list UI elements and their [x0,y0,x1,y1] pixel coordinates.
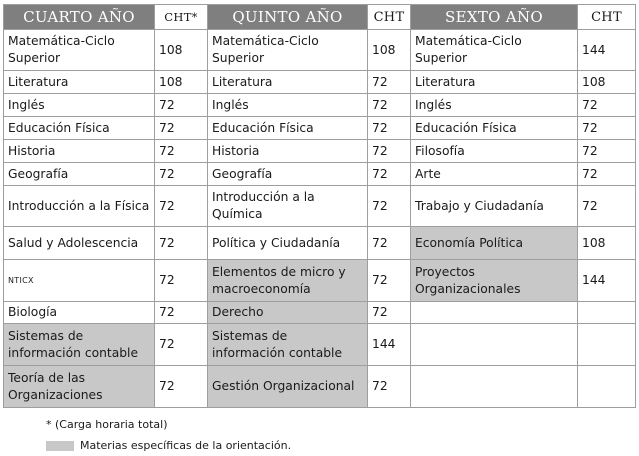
table-row [4,227,636,260]
cht-footnote [46,414,291,435]
table-row [4,366,636,408]
subject-cuarto: Introducción a la Física [4,186,155,227]
subject-sexto-orientation: Proyectos Organizacionales [411,260,578,302]
hours-cuarto: 72 [155,94,208,117]
hours-cuarto: 72 [155,302,208,324]
header-row [4,5,636,30]
curriculum-table-wrapper [3,4,636,408]
hours-sexto: 72 [578,186,636,227]
hours-sexto: 72 [578,117,636,140]
subject-cuarto: Geografía [4,163,155,186]
subject-quinto-orientation: Elementos de micro y macroeconomía [208,260,368,302]
subject-cuarto-orientation: Teoría de las Organizaciones [4,366,155,408]
hours-quinto: 108 [368,30,411,71]
hours-cuarto: 108 [155,71,208,94]
subject-cuarto: Literatura [4,71,155,94]
subject-sexto: Educación Física [411,117,578,140]
orientation-legend [46,435,291,456]
subject-quinto-orientation: Gestión Organizacional [208,366,368,408]
hours-sexto: 144 [578,260,636,302]
header-quinto-ano: QUINTO AÑO [208,5,368,30]
subject-cuarto-orientation: Sistemas de información contable [4,324,155,366]
table-row [4,30,636,71]
table-row [4,302,636,324]
hours-cuarto: 72 [155,140,208,163]
hours-cuarto: 72 [155,366,208,408]
hours-sexto: 108 [578,227,636,260]
table-row [4,117,636,140]
subject-sexto: Inglés [411,94,578,117]
hours-cuarto: 108 [155,30,208,71]
subject-quinto: Política y Ciudadanía [208,227,368,260]
header-cuarto-ano: CUARTO AÑO [4,5,155,30]
hours-quinto: 72 [368,94,411,117]
hours-quinto: 72 [368,302,411,324]
hours-sexto-empty [578,324,636,366]
subject-sexto: Literatura [411,71,578,94]
hours-cuarto: 72 [155,186,208,227]
hours-sexto: 144 [578,30,636,71]
subject-sexto: Matemática-Ciclo Superior [411,30,578,71]
header-cuarto-cht: CHT* [155,5,208,30]
subject-quinto: Introducción a la Química [208,186,368,227]
table-row [4,260,636,302]
hours-cuarto: 72 [155,324,208,366]
table-row [4,163,636,186]
hours-quinto: 72 [368,117,411,140]
subject-sexto: Filosofía [411,140,578,163]
subject-cuarto: Biología [4,302,155,324]
hours-quinto: 144 [368,324,411,366]
header-quinto-cht: CHT [368,5,411,30]
orientation-legend-text: Materias específicas de la orientación. [80,439,292,452]
subject-cuarto: Salud y Adolescencia [4,227,155,260]
subject-sexto: Arte [411,163,578,186]
hours-sexto: 72 [578,140,636,163]
cht-footnote-text: * (Carga horaria total) [46,418,168,431]
subject-sexto: Trabajo y Ciudadanía [411,186,578,227]
hours-sexto-empty [578,366,636,408]
hours-quinto: 72 [368,140,411,163]
orientation-swatch [46,441,74,451]
table-row [4,186,636,227]
curriculum-table [3,4,636,408]
table-row [4,94,636,117]
table-notes [46,414,291,456]
subject-cuarto: NTICX [4,260,155,302]
subject-cuarto: Matemática-Ciclo Superior [4,30,155,71]
hours-sexto: 108 [578,71,636,94]
header-sexto-cht: CHT [578,5,636,30]
subject-sexto-empty [411,324,578,366]
hours-sexto: 72 [578,94,636,117]
table-row [4,324,636,366]
subject-quinto: Historia [208,140,368,163]
subject-quinto: Educación Física [208,117,368,140]
hours-sexto: 72 [578,163,636,186]
subject-sexto-orientation: Economía Política [411,227,578,260]
hours-cuarto: 72 [155,117,208,140]
hours-quinto: 72 [368,260,411,302]
hours-quinto: 72 [368,163,411,186]
subject-quinto-orientation: Sistemas de información contable [208,324,368,366]
table-row [4,140,636,163]
hours-cuarto: 72 [155,227,208,260]
subject-quinto-orientation: Derecho [208,302,368,324]
subject-cuarto: Historia [4,140,155,163]
subject-sexto-empty [411,302,578,324]
hours-cuarto: 72 [155,163,208,186]
subject-cuarto: Educación Física [4,117,155,140]
hours-quinto: 72 [368,71,411,94]
subject-quinto: Inglés [208,94,368,117]
subject-quinto: Literatura [208,71,368,94]
table-row [4,71,636,94]
hours-quinto: 72 [368,366,411,408]
hours-quinto: 72 [368,186,411,227]
hours-cuarto: 72 [155,260,208,302]
subject-quinto: Matemática-Ciclo Superior [208,30,368,71]
subject-quinto: Geografía [208,163,368,186]
hours-quinto: 72 [368,227,411,260]
subject-cuarto: Inglés [4,94,155,117]
hours-sexto-empty [578,302,636,324]
subject-sexto-empty [411,366,578,408]
header-sexto-ano: SEXTO AÑO [411,5,578,30]
